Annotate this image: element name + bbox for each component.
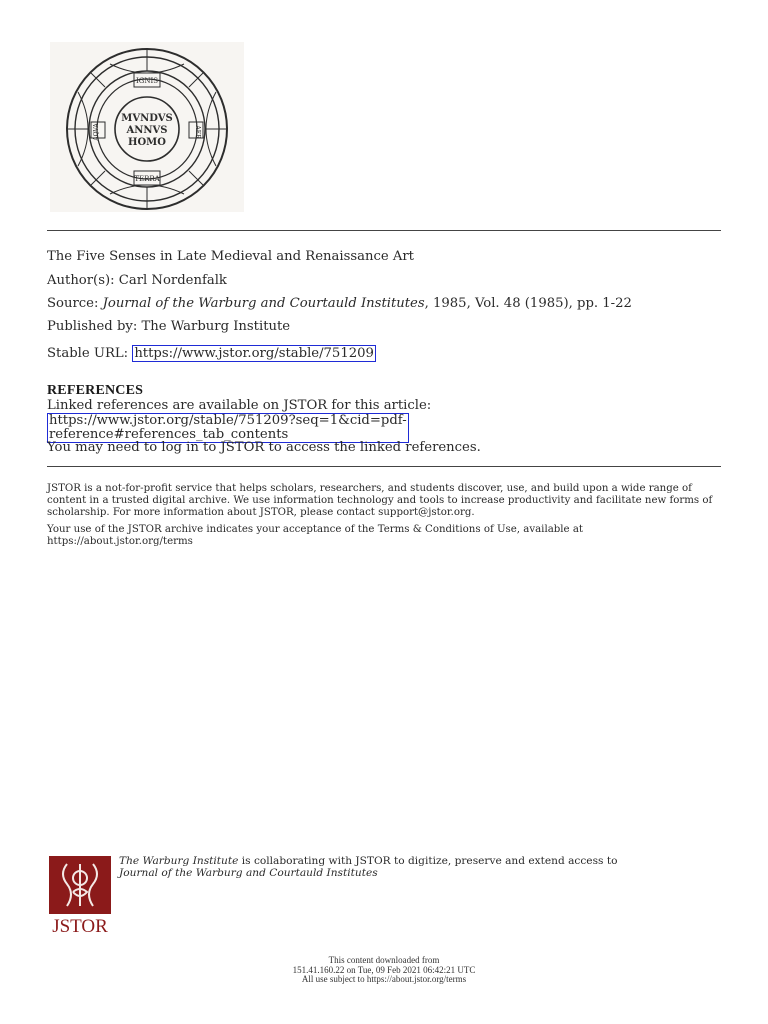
top-divider [47,230,721,231]
jstor-emblem-icon [47,856,113,936]
footer-line-3: All use subject to https://about.jstor.org/terms [301,974,467,984]
middle-divider [47,466,721,467]
stable-url-link[interactable]: https://www.jstor.org/stable/751209 [134,346,374,361]
source-label: Source: [47,296,99,311]
authors-label: Author(s): [47,273,115,288]
references-heading: REFERENCES [47,383,144,398]
references-login-note: You may need to log in to JSTOR to access the linked references. [47,440,481,455]
source-journal: Journal of the Warburg and Courtauld Institutes [102,296,425,311]
footer-line-1: This content downloaded from [328,955,440,965]
collaboration-note [119,855,617,879]
published-by-label: Published by: [47,319,138,334]
ring-word-right: AER [194,125,201,139]
collab-journal: Journal of the Warburg and Courtauld Institutes [119,867,378,879]
jstor-notice-paragraph: JSTOR is a not-for-profit service that helps scholars, researchers, and students discover, use, and build upon a wide range of content in a trusted digital archive. We use information technology and tools to increase productivity and facilitate new forms of scholarship. For more information about JSTOR, please contact support@jstor.org. [47,483,713,518]
article-title: The Five Senses in Late Medieval and Renaissance Art [47,249,414,264]
references-intro: Linked references are available on JSTOR for this article: [47,398,432,413]
emblem-line-3: HOMO [128,137,166,148]
footer-line-2: 151.41.160.22 on Tue, 09 Feb 2021 06:42:21 UTC [292,964,476,975]
emblem-line-1: MVNDVS [121,113,173,124]
cosmic-wheel-illustration [50,42,244,212]
collab-middle: is collaborating with JSTOR to digitize, preserve and extend access to [238,855,618,867]
stable-url-label: Stable URL: [47,346,129,361]
references-link[interactable] [47,413,409,443]
jstor-logo [47,856,113,936]
stable-url-line [47,345,376,363]
ring-word-left: AQVA [93,123,100,141]
published-by-value: The Warburg Institute [141,319,291,334]
references-link-line-1[interactable]: https://www.jstor.org/stable/751209?seq=1&cid=pdf- [49,413,407,428]
emblem-image [50,42,244,212]
ring-word-top: IGNIS [135,77,159,85]
collab-publisher: The Warburg Institute [119,855,239,867]
source-rest: , 1985, Vol. 48 (1985), pp. 1-22 [424,296,632,311]
download-footer [0,956,768,985]
terms-paragraph: Your use of the JSTOR archive indicates your acceptance of the Terms & Conditions of Use, available at https://about.jstor.org/terms [47,524,583,547]
authors-value: Carl Nordenfalk [118,273,227,288]
published-by-line [47,318,290,336]
ring-word-bottom: TERRA [134,175,160,183]
authors-line [47,272,227,290]
source-line [47,295,632,313]
references-link-line-2[interactable]: reference#references_tab_contents [49,427,289,442]
jstor-logo-word: JSTOR [52,916,108,936]
emblem-line-2: ANNVS [126,125,168,136]
